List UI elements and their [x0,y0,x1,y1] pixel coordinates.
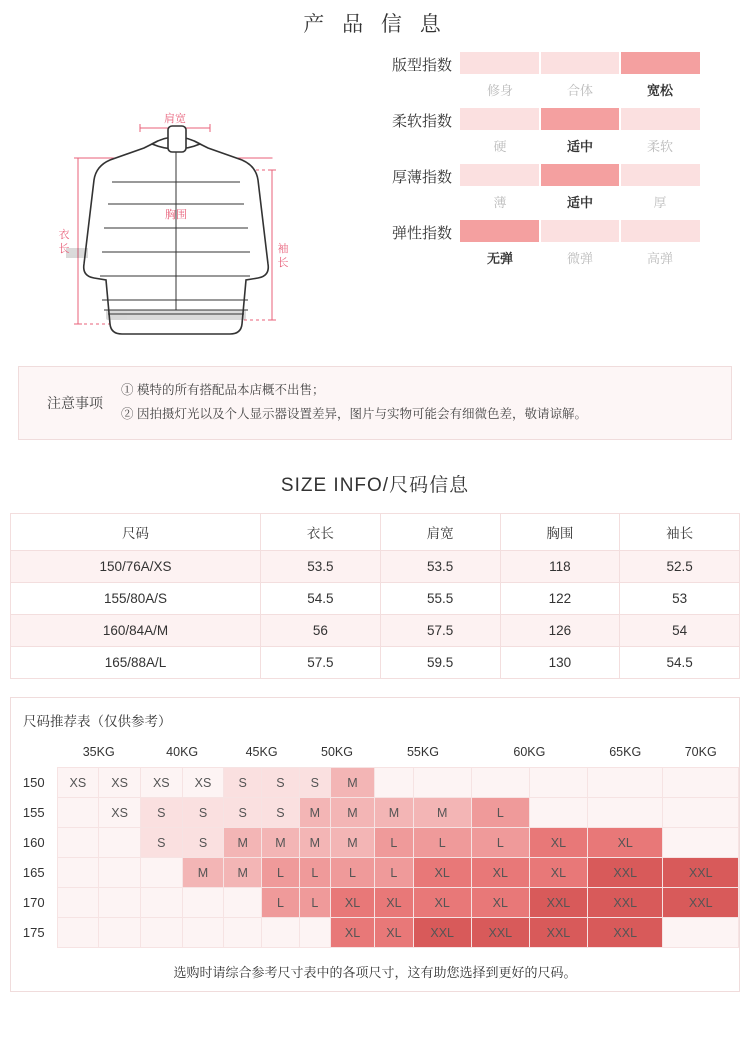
rec-cell [182,918,224,948]
size-cell: 150/76A/XS [11,550,261,582]
bar-track-elasticity [460,220,700,242]
bar-cap-thickness-1: 适中 [566,195,593,210]
rec-cell: L [299,858,330,888]
bar-captions-thickness [460,192,700,211]
size-recommend-table [11,738,739,949]
rec-cell: XS [57,768,99,798]
jacket-svg [0,52,352,352]
rec-col-head: 70KG [663,738,739,768]
rec-cell [262,918,300,948]
rec-cell: XXL [529,918,587,948]
rec-cell: L [330,858,374,888]
notice-line-2: ② 因拍摄灯光以及个人显示器设置差异，图片与实物可能会有细微色差，敬请谅解。 [121,406,587,421]
rec-cell: XL [330,918,374,948]
rec-cell [182,888,224,918]
bar-seg-fit-2 [621,52,700,74]
label-length-2: 长 [58,243,70,255]
index-label-thickness: 厚薄指数 [391,169,452,186]
bar-captions-fit [460,80,700,99]
rec-row-head: 155 [11,798,57,828]
rec-cell: L [262,888,300,918]
size-cell: 57.5 [380,614,500,646]
rec-cell: XL [330,888,374,918]
rec-cell: L [262,858,300,888]
rec-cell [529,798,587,828]
notice-line-1: ① 模特的所有搭配品本店概不出售； [121,383,325,397]
size-recommend-footer: 选购时请综合参考尺寸表中的各项尺寸，这有助您选择到更好的尺码。 [173,965,577,980]
size-recommend-title: 尺码推荐表（仅供参考） [23,713,172,729]
rec-col-head: 40KG [140,738,223,768]
rec-cell: XL [588,828,663,858]
rec-cell: M [299,798,330,828]
size-cell: 52.5 [620,550,740,582]
rec-cell: XL [375,888,413,918]
jacket-measurement-diagram [0,52,352,352]
size-cell: 122 [500,582,620,614]
rec-cell [140,918,182,948]
table-row [11,858,739,888]
rec-cell: XS [140,768,182,798]
rec-cell: XXL [588,918,663,948]
rec-cell: S [224,798,262,828]
table-row [11,614,740,646]
size-cell: 53.5 [380,550,500,582]
rec-col-header-row [11,738,739,768]
size-table-header-row [11,513,740,550]
rec-cell: M [375,798,413,828]
rec-col-head: 65KG [588,738,663,768]
label-sleeve-1: 袖 [277,243,289,255]
rec-col-head: 35KG [57,738,140,768]
rec-cell: XXL [588,858,663,888]
rec-cell: S [182,798,224,828]
rec-cell: XXL [663,888,739,918]
index-bars-fit [460,52,700,99]
table-row [11,918,739,948]
rec-cell: M [413,798,471,828]
table-row [11,828,739,858]
rec-cell: XXL [663,858,739,888]
rec-cell: XL [529,858,587,888]
bar-seg-elasticity-1 [541,220,620,242]
bar-cap-fit-2: 宽松 [646,83,673,98]
size-cell: 57.5 [261,646,381,678]
rec-cell [663,828,739,858]
bar-seg-elasticity-2 [621,220,700,242]
index-label-elasticity: 弹性指数 [391,225,452,242]
top-section [0,38,750,352]
rec-cell: L [299,888,330,918]
rec-cell: XL [413,888,471,918]
size-cell: 54.5 [620,646,740,678]
rec-cell: M [330,828,374,858]
size-cell: 53.5 [261,550,381,582]
rec-cell [57,888,99,918]
rec-cell: XXL [529,888,587,918]
size-cell: 55.5 [380,582,500,614]
rec-cell: XL [471,858,529,888]
table-row [11,798,739,828]
bar-cap-fit-1: 合体 [566,83,593,98]
bar-cap-softness-0: 硬 [493,139,507,154]
rec-row-head: 160 [11,828,57,858]
rec-row-head: 175 [11,918,57,948]
bar-captions-elasticity [460,248,700,267]
rec-cell: XL [471,888,529,918]
rec-cell: S [224,768,262,798]
label-sleeve-2: 长 [277,257,289,269]
size-cell: 54.5 [261,582,381,614]
size-header-bust: 胸围 [500,513,620,550]
index-bars-elasticity [460,220,700,267]
bar-cap-softness-2: 柔软 [646,139,673,154]
size-cell: 155/80A/S [11,582,261,614]
notice-title: 注意事项 [47,394,103,411]
size-header-shoulder: 肩宽 [380,513,500,550]
size-cell: 59.5 [380,646,500,678]
bar-seg-softness-2 [621,108,700,130]
rec-cell [224,888,262,918]
rec-cell: M [224,828,262,858]
rec-cell: XS [99,768,141,798]
rec-col-head: 60KG [471,738,587,768]
rec-cell [140,888,182,918]
index-label-fit: 版型指数 [391,57,452,74]
rec-cell [99,858,141,888]
rec-cell: M [262,828,300,858]
bar-seg-thickness-1 [541,164,620,186]
rec-cell [588,798,663,828]
rec-cell: M [330,768,374,798]
table-row [11,582,740,614]
rec-cell [99,828,141,858]
rec-cell: XXL [413,918,471,948]
rec-cell: XL [529,828,587,858]
rec-row-head: 170 [11,888,57,918]
index-row-elasticity [352,220,714,267]
rec-cell: M [299,828,330,858]
bar-seg-fit-1 [541,52,620,74]
bar-seg-fit-0 [460,52,539,74]
rec-cell: M [224,858,262,888]
size-table [10,513,740,679]
rec-cell [224,918,262,948]
rec-cell [413,768,471,798]
size-header-sleeve: 袖长 [620,513,740,550]
rec-cell: S [262,768,300,798]
label-bust: 胸围 [165,209,187,221]
bar-track-softness [460,108,700,130]
table-row [11,550,740,582]
rec-cell: L [471,798,529,828]
rec-cell [375,768,413,798]
rec-cell [471,768,529,798]
rec-corner [11,738,57,768]
rec-col-head: 45KG [224,738,299,768]
label-length-1: 衣 [58,229,70,241]
rec-cell: XL [375,918,413,948]
rec-cell: XXL [588,888,663,918]
bar-track-fit [460,52,700,74]
rec-cell: S [262,798,300,828]
rec-cell: S [140,828,182,858]
page-title: 产 品 信 息 [303,13,447,36]
size-recommend-box [10,697,740,993]
rec-cell: S [140,798,182,828]
index-row-softness [352,108,714,155]
bar-cap-elasticity-1: 微弹 [566,251,593,266]
rec-col-head: 55KG [375,738,472,768]
rec-cell: XS [99,798,141,828]
rec-cell: S [182,828,224,858]
rec-cell: S [299,768,330,798]
bar-cap-fit-0: 修身 [486,83,513,98]
rec-cell [529,768,587,798]
notice-box [18,366,732,440]
rec-cell: M [330,798,374,828]
bar-track-thickness [460,164,700,186]
bar-cap-softness-1: 适中 [566,139,593,154]
size-cell: 126 [500,614,620,646]
index-row-fit [352,52,714,99]
size-cell: 165/88A/L [11,646,261,678]
notice-lines [121,379,721,427]
rec-cell: L [375,858,413,888]
bar-captions-softness [460,136,700,155]
rec-cell [57,798,99,828]
index-bars-thickness [460,164,700,211]
index-bars-softness [460,108,700,155]
index-label-softness: 柔软指数 [391,113,452,130]
bar-cap-thickness-2: 厚 [653,195,667,210]
size-cell: 54 [620,614,740,646]
rec-cell [299,918,330,948]
rec-cell [57,858,99,888]
rec-cell [140,858,182,888]
bar-cap-elasticity-0: 无弹 [486,251,513,266]
rec-cell [99,918,141,948]
size-header-size: 尺码 [11,513,261,550]
rec-cell [588,768,663,798]
rec-row-head: 150 [11,768,57,798]
size-header-length: 衣长 [261,513,381,550]
bar-seg-softness-0 [460,108,539,130]
rec-cell: XS [182,768,224,798]
bar-seg-softness-1 [541,108,620,130]
rec-col-head: 50KG [299,738,374,768]
rec-cell: XL [413,858,471,888]
index-list [352,52,750,352]
rec-cell: L [471,828,529,858]
index-row-thickness [352,164,714,211]
rec-cell: XXL [471,918,529,948]
rec-cell [663,798,739,828]
bar-cap-thickness-0: 薄 [493,195,507,210]
bar-seg-thickness-2 [621,164,700,186]
table-row [11,646,740,678]
size-cell: 130 [500,646,620,678]
label-shoulder: 肩宽 [164,113,186,125]
rec-row-head: 165 [11,858,57,888]
rec-cell [57,918,99,948]
size-cell: 56 [261,614,381,646]
table-row [11,768,739,798]
table-row [11,888,739,918]
size-info-title: SIZE INFO/尺码信息 [280,474,470,496]
size-cell: 118 [500,550,620,582]
rec-cell [57,828,99,858]
rec-cell: L [375,828,413,858]
rec-cell [99,888,141,918]
rec-cell: M [182,858,224,888]
rec-cell [663,918,739,948]
rec-cell [663,768,739,798]
bar-seg-thickness-0 [460,164,539,186]
size-cell: 160/84A/M [11,614,261,646]
bar-cap-elasticity-2: 高弹 [646,251,673,266]
rec-cell: L [413,828,471,858]
size-cell: 53 [620,582,740,614]
bar-seg-elasticity-0 [460,220,539,242]
